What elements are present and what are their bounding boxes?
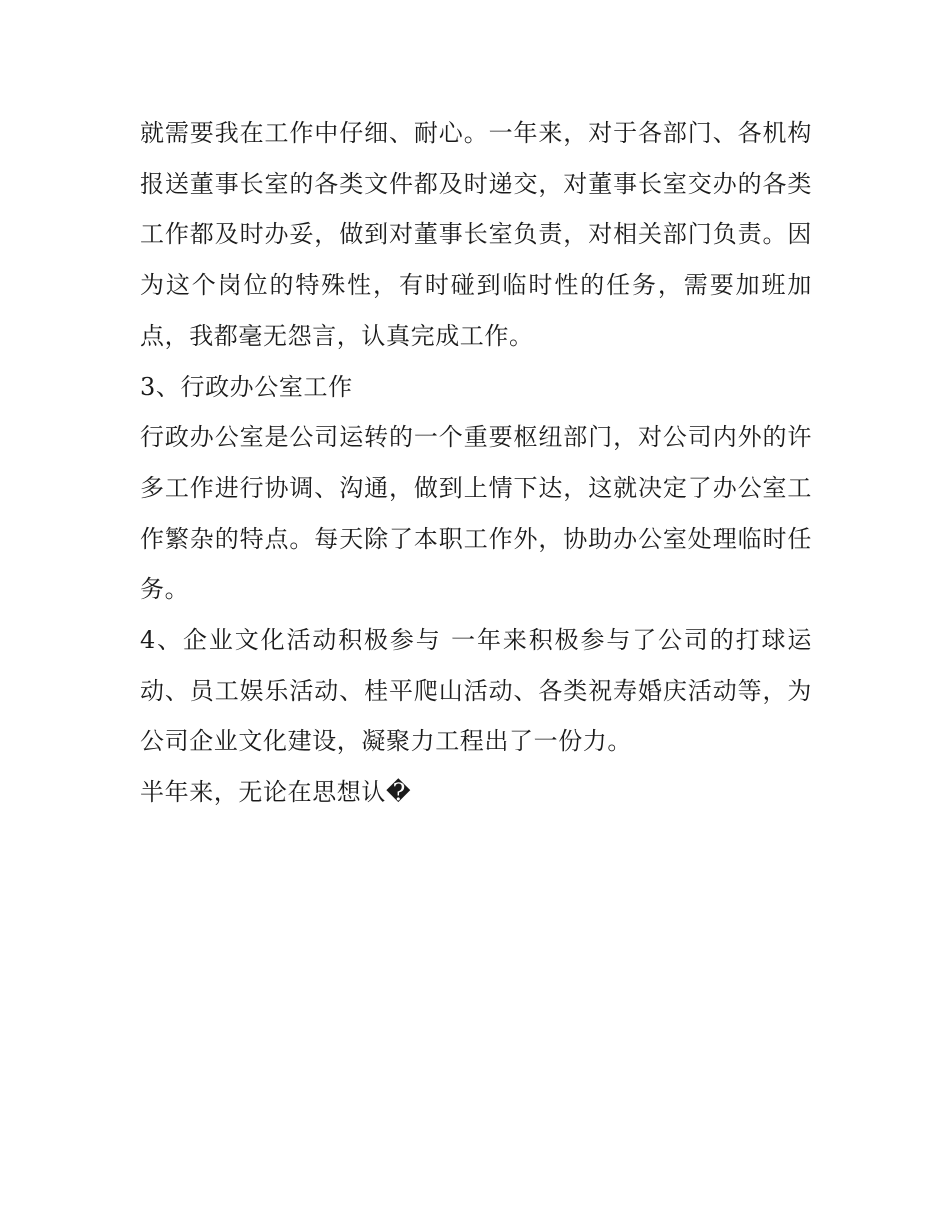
paragraph-corporate-culture: 4、企业文化活动积极参与 一年来积极参与了公司的打球运动、员工娱乐活动、桂平爬山活动、各类祝寿婚庆活动等，为公司企业文化建设，凝聚力工程出了一份力。 — [140, 626, 812, 756]
document-body — [140, 108, 812, 818]
paragraph-office-duties: 就需要我在工作中仔细、耐心。一年来，对于各部门、各机构报送董事长室的各类文件都及时递交，对董事长室交办的各类工作都及时办妥，做到对董事长室负责，对相关部门负责。因为这个岗位的特殊性，有时碰到临时性的任务，需要加班加点，我都毫无怨言，认真完成工作。 — [140, 119, 812, 350]
paragraph-half-year-summary: 半年来，无论在思想认� — [140, 778, 412, 807]
paragraph-admin-office: 行政办公室是公司运转的一个重要枢纽部门，对公司内外的许多工作进行协调、沟通，做到上情下达，这就决定了办公室工作繁杂的特点。每天除了本职工作外，协助办公室处理临时任务。 — [140, 423, 812, 604]
section-heading-admin-office: 3、行政办公室工作 — [140, 372, 353, 401]
